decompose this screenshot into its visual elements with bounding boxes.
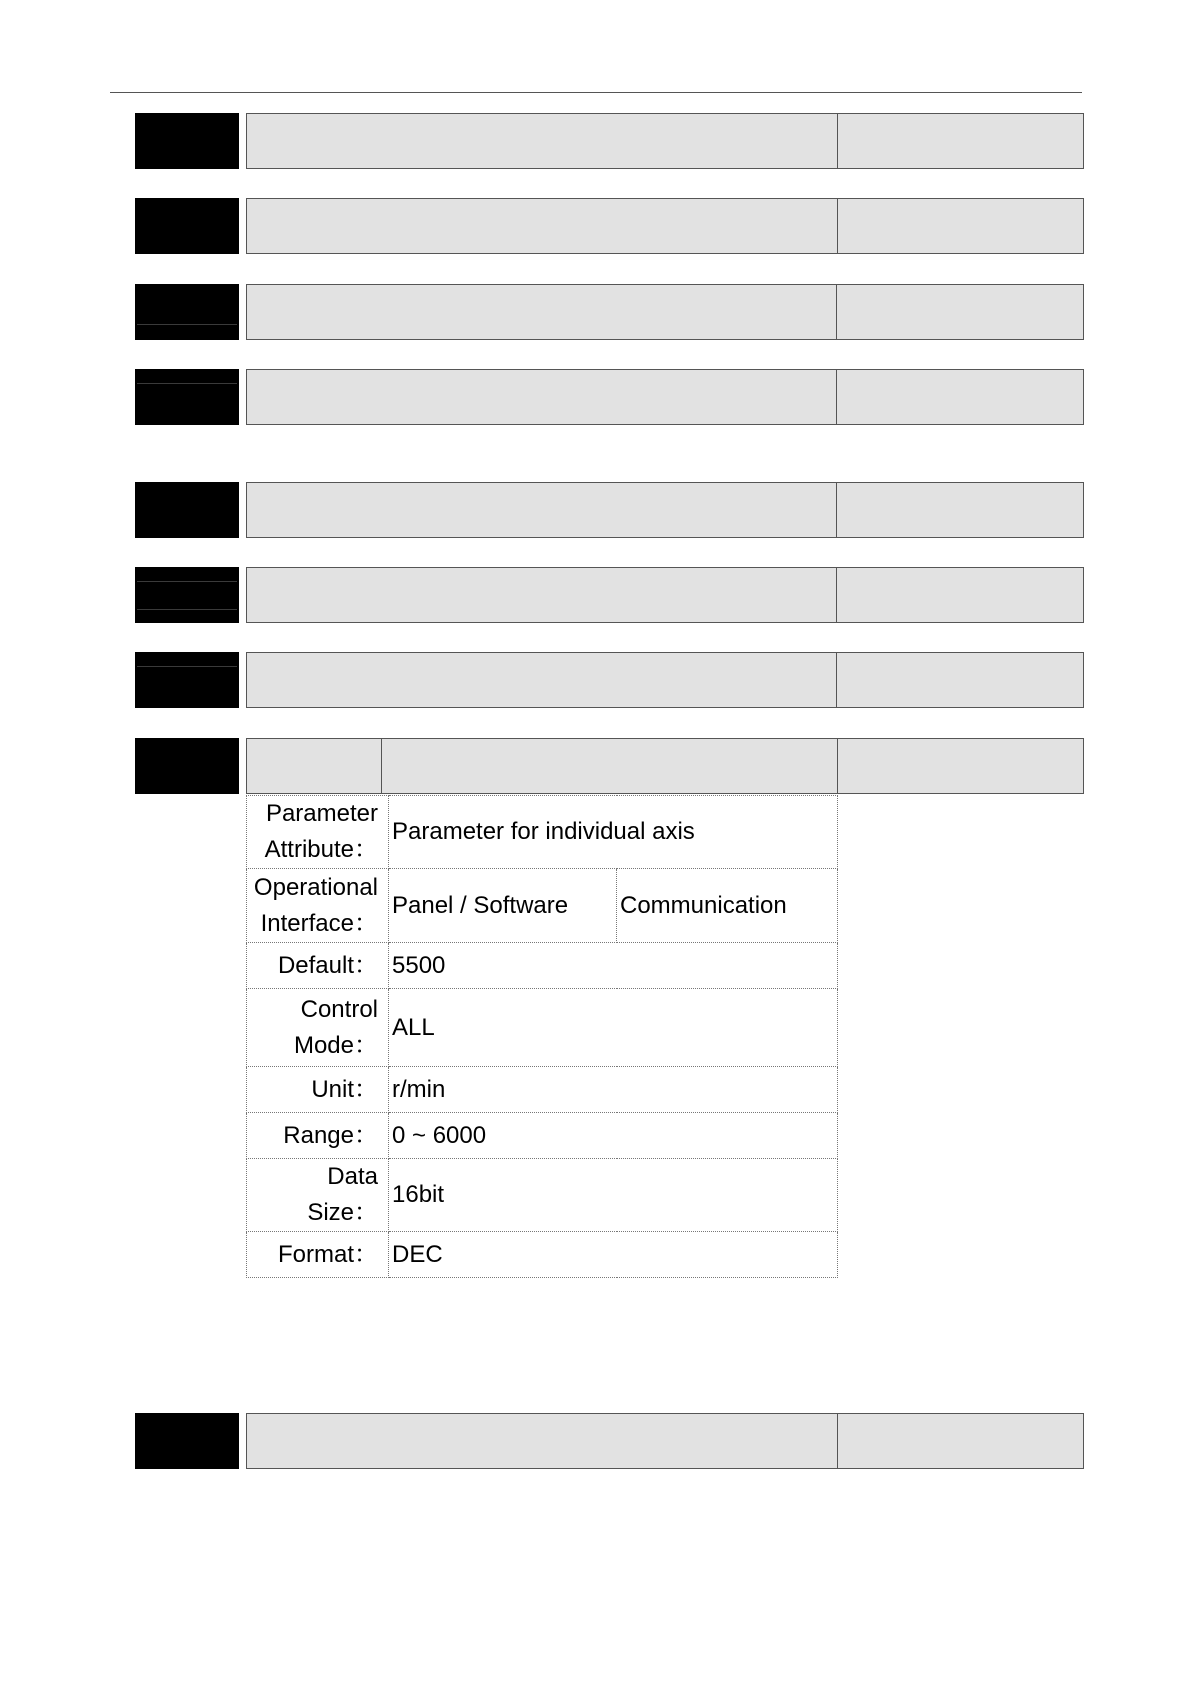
- parameter-header-bar: [246, 567, 1084, 623]
- label-line: Mode：: [293, 1031, 378, 1059]
- parameter-code-tab: [135, 113, 239, 169]
- header-rule: [110, 92, 1082, 93]
- table-row: [247, 1113, 838, 1159]
- table-row: [247, 989, 838, 1067]
- parameter-header-bar: [246, 198, 1084, 254]
- parameter-header-bar: [246, 1413, 1084, 1469]
- unit-value: r/min: [389, 1067, 838, 1113]
- parameter-code-tab: [135, 198, 239, 254]
- control-mode-label: [247, 989, 389, 1067]
- table-row: [247, 869, 838, 943]
- table-row: [247, 1159, 838, 1232]
- label-line: Attribute：: [264, 836, 378, 863]
- op-interface-label: [247, 869, 389, 943]
- unit-label: Unit：: [247, 1067, 389, 1113]
- parameter-attribute-table: [246, 795, 838, 1278]
- header-divider: [381, 739, 382, 793]
- parameter-header-bar: [246, 652, 1084, 708]
- label-line: Operational: [253, 873, 378, 901]
- parameter-code-tab: [135, 482, 239, 538]
- table-row: [247, 1067, 838, 1113]
- parameter-header-bar: [246, 482, 1084, 538]
- header-divider: [836, 483, 837, 537]
- range-value: 0 ~ 6000: [389, 1113, 838, 1159]
- tab-line: [137, 609, 237, 610]
- label-line: Interface：: [260, 909, 378, 937]
- tab-line: [137, 581, 237, 582]
- parameter-code-tab: [135, 652, 239, 708]
- header-divider: [837, 114, 838, 168]
- header-divider: [837, 739, 838, 793]
- table-row: [247, 943, 838, 989]
- tab-line: [137, 324, 237, 325]
- format-label: Format：: [247, 1232, 389, 1278]
- param-attribute-label: [247, 796, 389, 869]
- parameter-header-bar: [246, 369, 1084, 425]
- default-value: 5500: [389, 943, 838, 989]
- header-divider: [837, 1414, 838, 1468]
- header-divider: [837, 199, 838, 253]
- range-label: Range：: [247, 1113, 389, 1159]
- op-interface-panel-software: Panel / Software: [389, 869, 617, 943]
- table-row: [247, 796, 838, 869]
- header-divider: [836, 285, 837, 339]
- parameter-header-bar: [246, 738, 1084, 794]
- parameter-code-tab: [135, 369, 239, 425]
- format-value: DEC: [389, 1232, 838, 1278]
- header-divider: [836, 653, 837, 707]
- parameter-header-bar: [246, 113, 1084, 169]
- parameter-code-tab: [135, 567, 239, 623]
- header-divider: [836, 370, 837, 424]
- data-size-label: Data Size：: [247, 1159, 389, 1232]
- tab-line: [137, 383, 237, 384]
- default-label: Default：: [247, 943, 389, 989]
- control-mode-value: ALL: [389, 989, 838, 1067]
- table-row: [247, 1232, 838, 1278]
- parameter-code-tab: [135, 1413, 239, 1469]
- parameter-code-tab: [135, 738, 239, 794]
- data-size-value: 16bit: [389, 1159, 838, 1232]
- parameter-code-tab: [135, 284, 239, 340]
- op-interface-communication: Communication: [617, 869, 838, 943]
- parameter-header-bar: [246, 284, 1084, 340]
- tab-line: [137, 666, 237, 667]
- label-line: Parameter: [265, 800, 378, 827]
- header-divider: [836, 568, 837, 622]
- label-line: Control: [300, 995, 378, 1023]
- param-attribute-value: Parameter for individual axis: [389, 796, 838, 869]
